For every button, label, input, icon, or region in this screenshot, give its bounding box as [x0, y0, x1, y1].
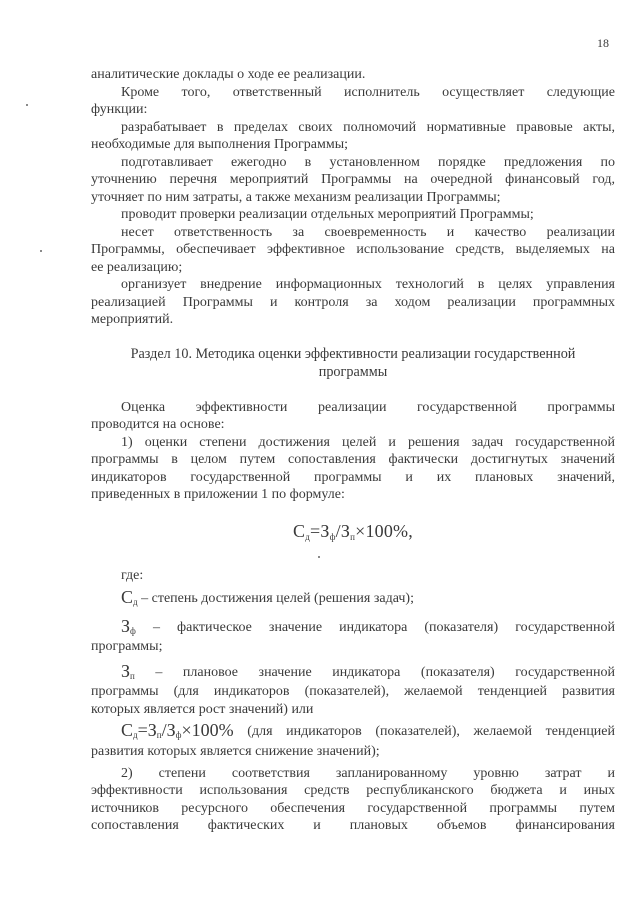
formula-alt-eq: =З	[137, 720, 157, 740]
formula-alt-lhs: С	[121, 720, 134, 740]
definition-zf	[121, 618, 615, 640]
formula-lhs: С	[293, 521, 306, 541]
formula-a-sub: ф	[329, 532, 336, 542]
symbol-zf: З	[121, 616, 131, 636]
definition-cd	[121, 589, 615, 611]
text-line: необходимые для выполнения Программы;	[91, 137, 349, 152]
symbol-cd-sub: д	[133, 597, 138, 607]
text-line: ее реализацию;	[91, 260, 183, 275]
definition-text: – фактическое значение индикатора (показателя) государственной	[152, 620, 615, 635]
scan-speck	[26, 104, 28, 106]
formula-eq: =З	[310, 521, 330, 541]
text-line: программы в целом путем сопоставления фактически достигнутых значений	[91, 452, 615, 467]
text-line: эффективности использования средств республиканского бюджета и иных	[91, 783, 615, 798]
text-line: развития которых является снижение значений);	[91, 744, 380, 759]
formula-b-sub: п	[350, 532, 356, 542]
formula-alt-tail: ×100%	[181, 720, 234, 740]
text-line: несет ответственность за своевременность и качество реализации	[121, 225, 615, 240]
text-line: уточнению перечня мероприятий Программы на очередной финансовый год,	[91, 172, 615, 187]
formula-main	[91, 521, 615, 542]
definition-text: – степень достижения целей (решения задач);	[141, 591, 414, 606]
text-line: 2) степени соответствия запланированному уровню затрат и	[121, 766, 615, 781]
text-line: функции:	[91, 102, 148, 117]
formula-tail: ×100%,	[355, 521, 413, 541]
text-line: сопоставления фактических и плановых объемов финансирования	[91, 818, 615, 833]
symbol-zp-sub: п	[130, 671, 135, 681]
section-heading: Раздел 10. Методика оценки эффективности реализации государственной	[130, 346, 576, 362]
text-line: уточняет по ним затраты, а также механизм реализации Программы;	[91, 190, 501, 205]
text-line: где:	[121, 568, 144, 583]
text-line: организует внедрение информационных технологий в целях управления	[121, 277, 615, 292]
text-line: реализацией Программы и контроля за ходом реализации программных	[91, 295, 615, 310]
text-line: источников ресурсного обеспечения государственной программы путем	[91, 801, 615, 816]
definition-zp	[121, 663, 615, 685]
text-line: программы;	[91, 639, 163, 654]
text-line: приведенных в приложении 1 по формуле:	[91, 487, 345, 502]
text-line: 1) оценки степени достижения целей и решения задач государственной	[121, 435, 615, 450]
text-line: проводится на основе:	[91, 417, 225, 432]
text-line: которых является рост значений) или	[91, 702, 314, 717]
formula-alt-a-sub: п	[156, 730, 162, 740]
formula-div: /З	[335, 521, 351, 541]
symbol-zp: З	[121, 661, 131, 681]
section-heading: программы	[318, 364, 388, 380]
symbol-zf-sub: ф	[130, 626, 136, 636]
symbol-cd: С	[121, 587, 134, 607]
scan-speck	[40, 250, 42, 252]
definition-text: – плановое значение индикатора (показателя) государственной	[155, 665, 615, 680]
formula-alt	[121, 722, 615, 744]
formula-lhs-sub: д	[305, 532, 311, 542]
scan-speck	[318, 556, 320, 558]
text-line: подготавливает ежегодно в установленном порядке предложения по	[121, 155, 615, 170]
text-line: Кроме того, ответственный исполнитель осуществляет следующие	[121, 85, 615, 100]
text-line: проводит проверки реализации отдельных мероприятий Программы;	[121, 207, 534, 222]
text-line: программы (для индикаторов (показателей), желаемой тенденцией развития	[91, 684, 615, 699]
formula-alt-text: (для индикаторов (показателей), желаемой тенденцией	[247, 724, 616, 739]
page-number: 18	[597, 36, 609, 50]
formula-alt-lhs-sub: д	[133, 730, 138, 740]
text-line: индикаторов государственной программы и их плановых значений,	[91, 470, 615, 485]
formula-alt-div: /З	[161, 720, 176, 740]
formula-alt-b-sub: ф	[175, 730, 182, 740]
text-line: Оценка эффективности реализации государственной программы	[121, 400, 615, 415]
text-line: разрабатывает в пределах своих полномочий нормативные правовые акты,	[121, 120, 615, 135]
text-line: мероприятий.	[91, 312, 174, 327]
text-line: аналитические доклады о ходе ее реализации.	[91, 67, 366, 82]
text-line: Программы, обеспечивает эффективное использование средств, выделяемых на	[91, 242, 615, 257]
